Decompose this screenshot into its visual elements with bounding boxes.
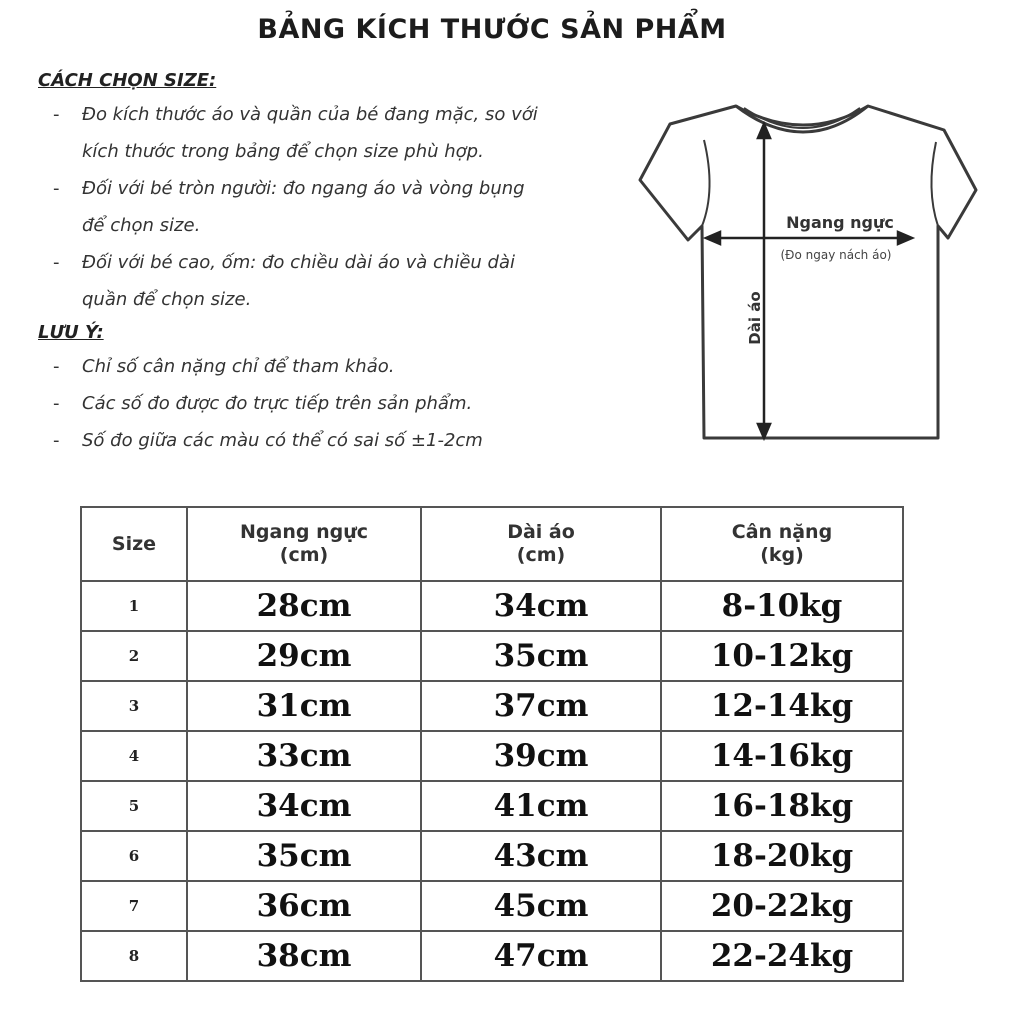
guide-item: - Đo kích thước áo và quần của bé đang mặc, so với kích thước trong bảng để chọn size phù hợp. xyxy=(53,104,538,162)
size-cell: 7 xyxy=(81,881,187,931)
length-cell: 35cm xyxy=(421,631,661,681)
header-weight-unit: (kg) xyxy=(760,544,804,566)
table-row xyxy=(81,781,903,831)
guide-line: Đo kích thước áo và quần của bé đang mặc, so với xyxy=(82,104,538,125)
note-text: Các số đo được đo trực tiếp trên sản phẩm. xyxy=(82,393,473,414)
table-row xyxy=(81,681,903,731)
note-item: - Chỉ số cân nặng chỉ để tham khảo. xyxy=(53,356,395,377)
size-cell: 6 xyxy=(81,831,187,881)
chest-cell: 28cm xyxy=(187,581,421,631)
length-cell: 45cm xyxy=(421,881,661,931)
guide-line: quần để chọn size. xyxy=(82,289,252,310)
guide-list xyxy=(38,96,638,318)
weight-cell: 22-24kg xyxy=(661,931,903,981)
header-length-unit: (cm) xyxy=(516,544,566,566)
weight-cell: 20-22kg xyxy=(661,881,903,931)
notes-heading: LƯU Ý: xyxy=(38,322,104,343)
length-cell: 34cm xyxy=(421,581,661,631)
header-size-label: Size xyxy=(111,532,157,555)
guide-line: Đối với bé tròn người: đo ngang áo và vòng bụng xyxy=(82,178,525,199)
weight-cell: 8-10kg xyxy=(661,581,903,631)
chest-cell: 33cm xyxy=(187,731,421,781)
table-row xyxy=(81,581,903,631)
tshirt-outline-icon xyxy=(640,106,976,438)
size-cell: 4 xyxy=(81,731,187,781)
size-cell: 1 xyxy=(81,581,187,631)
guide-line: kích thước trong bảng để chọn size phù hợp. xyxy=(82,141,484,162)
guide-line: Đối với bé cao, ốm: đo chiều dài áo và chiều dài xyxy=(82,252,515,273)
guide-item: - Đối với bé cao, ốm: đo chiều dài áo và chiều dài quần để chọn size. xyxy=(53,252,515,310)
tshirt-diagram xyxy=(636,100,980,450)
header-weight xyxy=(661,507,903,581)
chest-cell: 31cm xyxy=(187,681,421,731)
header-chest xyxy=(187,507,421,581)
guide-line: để chọn size. xyxy=(82,215,201,236)
header-chest-unit: (cm) xyxy=(279,544,329,566)
chest-cell: 29cm xyxy=(187,631,421,681)
size-table xyxy=(80,506,904,982)
header-size xyxy=(81,507,187,581)
note-text: Chỉ số cân nặng chỉ để tham khảo. xyxy=(82,356,395,377)
size-cell: 3 xyxy=(81,681,187,731)
table-row xyxy=(81,631,903,681)
length-cell: 41cm xyxy=(421,781,661,831)
note-item: - Số đo giữa các màu có thể có sai số ±1-2cm xyxy=(53,430,483,451)
chest-cell: 36cm xyxy=(187,881,421,931)
weight-cell: 14-16kg xyxy=(661,731,903,781)
chest-label: Ngang ngực xyxy=(786,213,894,232)
size-cell: 2 xyxy=(81,631,187,681)
page-title: BẢNG KÍCH THƯỚC SẢN PHẨM xyxy=(257,14,727,45)
chest-cell: 38cm xyxy=(187,931,421,981)
chest-sublabel: (Đo ngay nách áo) xyxy=(780,248,892,262)
table-row xyxy=(81,731,903,781)
guide-heading: CÁCH CHỌN SIZE: xyxy=(38,70,217,91)
weight-cell: 18-20kg xyxy=(661,831,903,881)
length-cell: 47cm xyxy=(421,931,661,981)
header-length xyxy=(421,507,661,581)
weight-cell: 10-12kg xyxy=(661,631,903,681)
length-cell: 43cm xyxy=(421,831,661,881)
size-cell: 8 xyxy=(81,931,187,981)
header-chest-label: Ngang ngực xyxy=(240,521,368,543)
chest-cell: 34cm xyxy=(187,781,421,831)
length-cell: 37cm xyxy=(421,681,661,731)
table-row xyxy=(81,931,903,981)
header-weight-label: Cân nặng xyxy=(731,521,833,543)
chest-cell: 35cm xyxy=(187,831,421,881)
note-text: Số đo giữa các màu có thể có sai số ±1-2cm xyxy=(82,430,483,451)
table-header-row xyxy=(81,507,903,581)
note-item: - Các số đo được đo trực tiếp trên sản phẩm. xyxy=(53,393,473,414)
length-cell: 39cm xyxy=(421,731,661,781)
size-guide xyxy=(38,66,638,459)
guide-item: - Đối với bé tròn người: đo ngang áo và vòng bụng để chọn size. xyxy=(53,178,525,236)
notes-list xyxy=(38,348,638,459)
weight-cell: 12-14kg xyxy=(661,681,903,731)
header-length-label: Dài áo xyxy=(507,521,575,543)
size-cell: 5 xyxy=(81,781,187,831)
weight-cell: 16-18kg xyxy=(661,781,903,831)
table-row xyxy=(81,881,903,931)
table-row xyxy=(81,831,903,881)
length-label: Dài áo xyxy=(746,291,764,345)
